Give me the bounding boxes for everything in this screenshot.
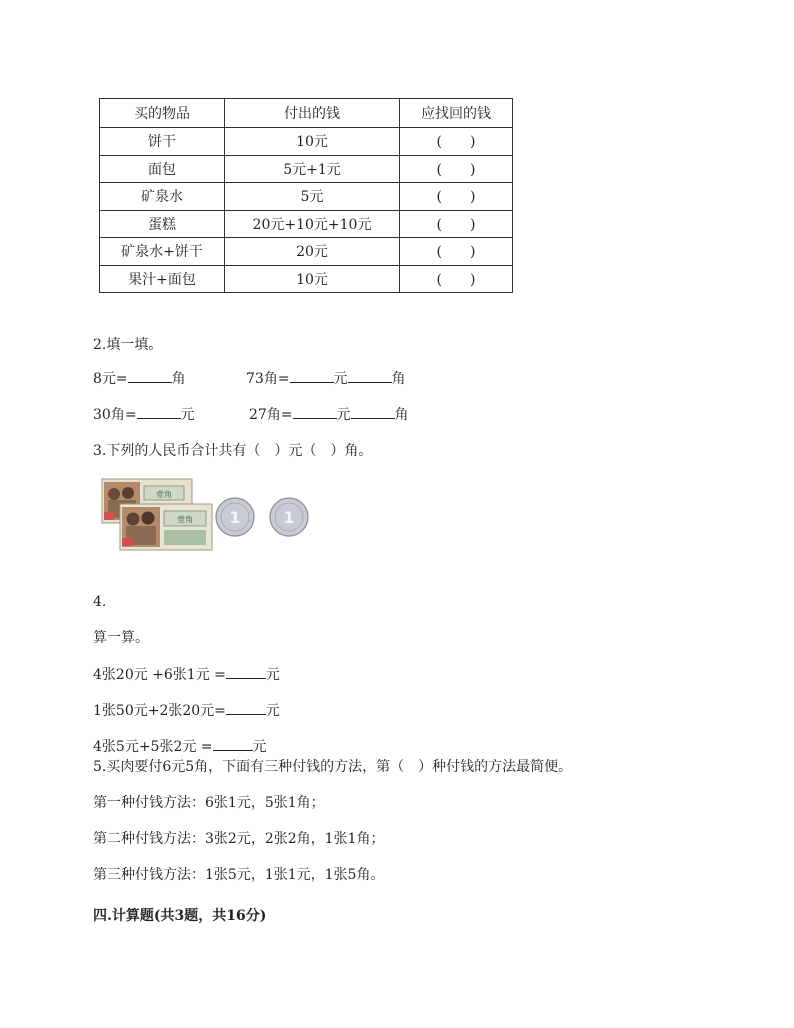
cell-paid: 20元+10元+10元 (225, 210, 400, 238)
q2-row1-left (93, 368, 186, 388)
answer-blank[interactable] (213, 736, 253, 751)
q2-row2-right (249, 404, 409, 424)
q5-method-3: 第三种付钱方法：1张5元，1张1元，1张5角。 (93, 867, 385, 883)
coin-label: 1 (283, 508, 295, 527)
q2-row2-left (93, 404, 195, 424)
q4-title: 算一算。 (93, 630, 149, 646)
q2-r1b-post: 角 (391, 371, 406, 387)
q4-line1 (93, 664, 280, 684)
q2-r2b-post: 角 (394, 407, 409, 423)
cell-paid: 20元 (225, 238, 400, 266)
coin-label: 1 (229, 508, 241, 527)
cell-item: 矿泉水 (100, 183, 225, 211)
q2-r2a-pre: 30角= (93, 407, 137, 423)
q4-line3 (93, 736, 267, 756)
q4-line2-pre: 1张50元+2张20元= (93, 703, 226, 719)
cell-change: ( ) (400, 210, 513, 238)
header-change: 应找回的钱 (400, 99, 513, 128)
table-row (100, 128, 513, 156)
q2-r1b-pre: 73角= (246, 371, 290, 387)
cell-paid: 5元+1元 (225, 155, 400, 183)
cell-item: 面包 (100, 155, 225, 183)
answer-blank[interactable] (226, 664, 266, 679)
cell-change: ( ) (400, 183, 513, 211)
cell-item: 矿泉水+饼干 (100, 238, 225, 266)
answer-blank[interactable] (351, 404, 395, 419)
header-item: 买的物品 (100, 99, 225, 128)
cell-item: 饼干 (100, 128, 225, 156)
answer-blank[interactable] (137, 404, 181, 419)
coin-left (216, 498, 254, 536)
cell-change: ( ) (400, 238, 513, 266)
q2-r2a-post: 元 (180, 407, 195, 423)
answer-blank[interactable] (128, 368, 172, 383)
q2-r1a-post: 角 (171, 371, 186, 387)
q2-title: 2.填一填。 (93, 337, 163, 353)
section-title: 四.计算题(共3题，共16分) (93, 908, 267, 924)
q4-line2-post: 元 (265, 703, 280, 719)
cell-paid: 10元 (225, 128, 400, 156)
cell-paid: 10元 (225, 265, 400, 293)
money-table (99, 98, 513, 293)
cell-item: 果汁+面包 (100, 265, 225, 293)
cell-change: ( ) (400, 128, 513, 156)
note-label: 壹角 (177, 515, 193, 524)
coin-right (270, 498, 308, 536)
answer-blank[interactable] (290, 368, 334, 383)
q2-r2b-mid: 元 (336, 407, 351, 423)
q5-method-1: 第一种付钱方法：6张1元，5张1角； (93, 795, 325, 811)
q4-line3-pre: 4张5元+5张2元 = (93, 739, 213, 755)
q4-number: 4. (93, 594, 107, 610)
q2-r1b-mid: 元 (333, 371, 348, 387)
cell-change: ( ) (400, 265, 513, 293)
answer-blank[interactable] (226, 700, 266, 715)
table-row (100, 238, 513, 266)
q4-line1-pre: 4张20元 +6张1元 = (93, 667, 226, 683)
header-paid: 付出的钱 (225, 99, 400, 128)
banknote-front (120, 504, 212, 550)
q2-r1a-pre: 8元= (93, 371, 128, 387)
cell-paid: 5元 (225, 183, 400, 211)
answer-blank[interactable] (293, 404, 337, 419)
q4-line2 (93, 700, 280, 720)
answer-blank[interactable] (348, 368, 392, 383)
table-row (100, 210, 513, 238)
q2-row1-right (246, 368, 406, 388)
table-header-row (100, 99, 513, 128)
q2-r2b-pre: 27角= (249, 407, 293, 423)
q5-method-2: 第二种付钱方法：3张2元，2张2角，1张1角； (93, 831, 385, 847)
q4-line1-post: 元 (265, 667, 280, 683)
table-row (100, 265, 513, 293)
table-row (100, 183, 513, 211)
q5-title: 5.买肉要付6元5角，下面有三种付钱的方法，第（ ）种付钱的方法最简便。 (93, 759, 573, 775)
q4-line3-post: 元 (252, 739, 267, 755)
table-row (100, 155, 513, 183)
cell-item: 蛋糕 (100, 210, 225, 238)
note-label: 壹角 (156, 490, 172, 499)
q3-title: 3.下列的人民币合计共有（ ）元（ ）角。 (93, 443, 373, 459)
cell-change: ( ) (400, 155, 513, 183)
money-illustration (100, 476, 320, 556)
